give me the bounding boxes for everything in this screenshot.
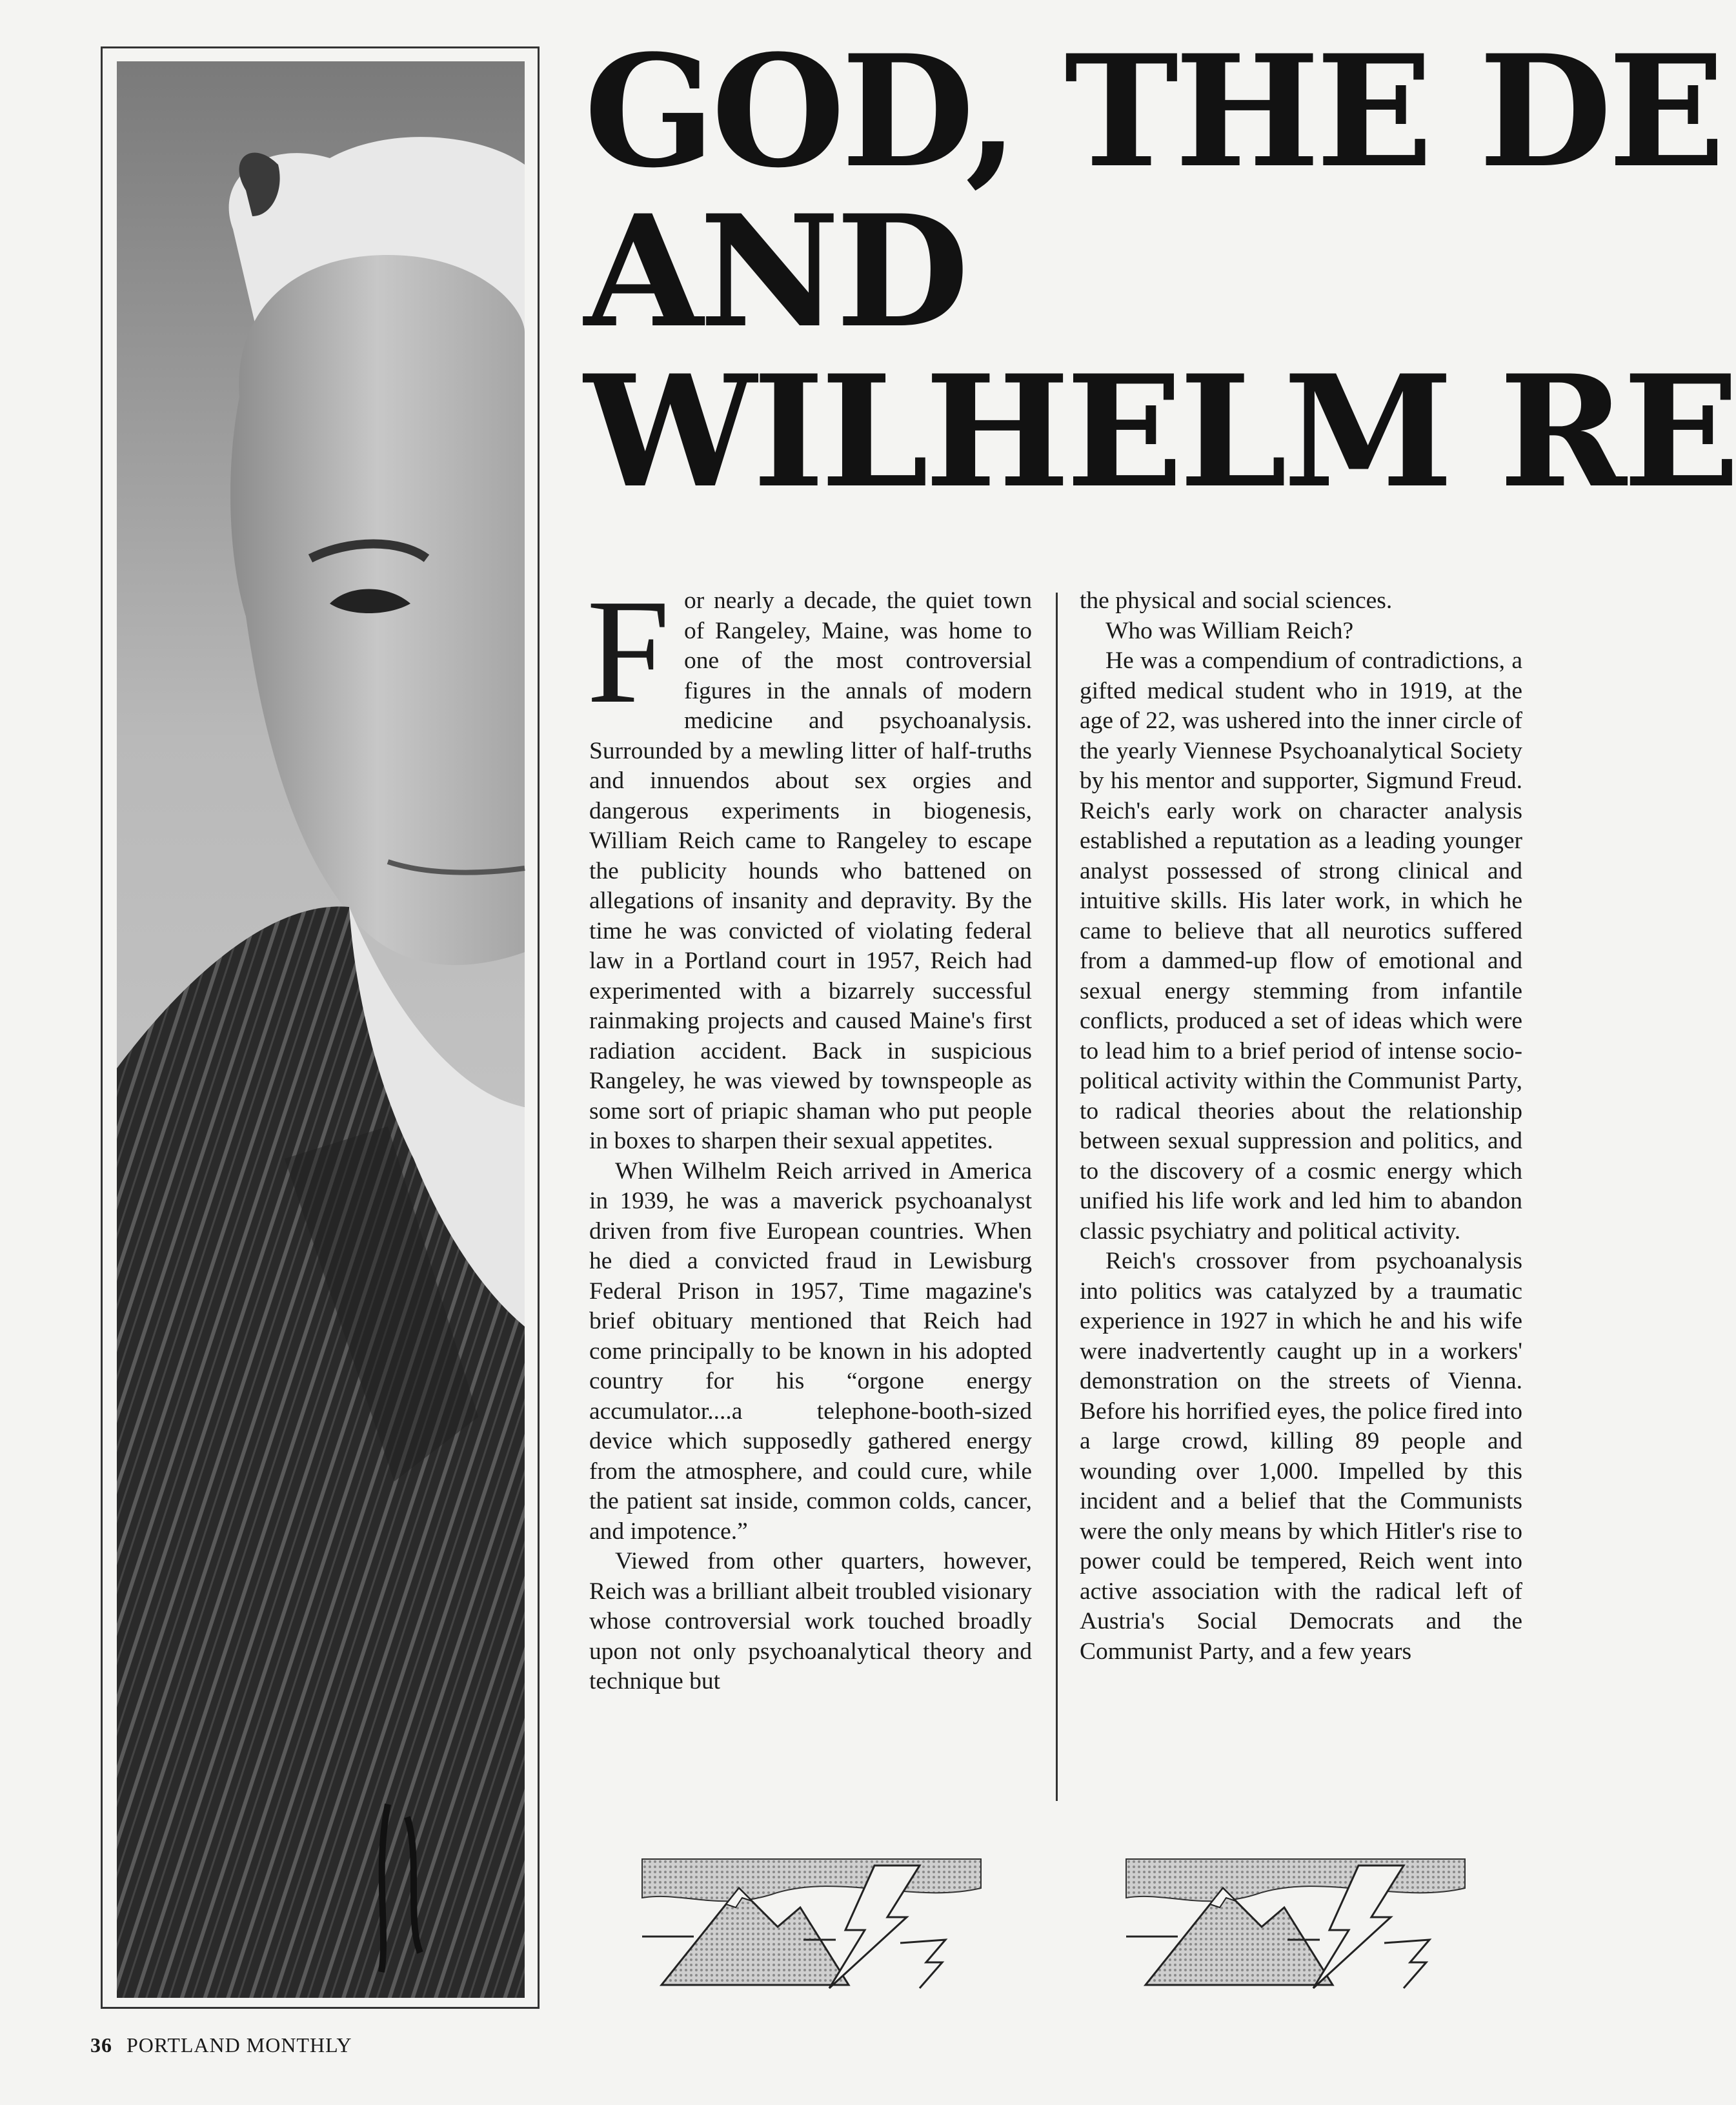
article-column-2 bbox=[1080, 586, 1522, 1813]
page-number: 36 bbox=[90, 2033, 112, 2057]
headline bbox=[584, 22, 1736, 529]
headline-line-2: AND bbox=[584, 182, 965, 362]
headline-line-1: GOD, THE DE bbox=[584, 22, 1722, 202]
page-footer bbox=[90, 2033, 352, 2057]
headline-line-3: WILHELM RE bbox=[584, 342, 1736, 522]
article-paragraph: When Wilhelm Reich arrived in America in 1939, he was a maverick psychoanalyst driven from five European countries. When he died a convicted fraud in Lewisburg Federal Prison in 1957, Time magazine's brief obituary mentioned that Reich had come principally to be known in his adopted country for his “orgone energy accumulator....a telephone-booth-sized device which supposedly gathered energy from the atmosphere, and could cure, while the patient sat inside, common colds, cancer, and impotence.” bbox=[589, 1157, 1032, 1545]
mountain-lightning-illustration bbox=[642, 1859, 981, 1991]
article-paragraph: Viewed from other quarters, however, Reich was a brilliant albeit troubled visionary whose controversial work touched broadly upon not only psychoanalytical theory and technique but bbox=[589, 1548, 1032, 1694]
drop-cap: F bbox=[587, 569, 671, 735]
article-paragraph bbox=[587, 569, 1032, 1157]
article-paragraph: Reich's crossover from psychoanalysis into politics was catalyzed by a traumatic experience in 1927 in which he and his wife were inadvertently caught up in a workers' demonstration on the streets of Vienna. Before his horrified eyes, the police fired into a large crowd, killing 89 people and wounding over 1,000. Impelled by this incident and a belief that the Communists were the only means by which Hitler's rise to power could be tempered, Reich went into active association with the radical left of Austria's Social Democrats and the Communist Party, and a few years bbox=[1080, 1248, 1522, 1665]
portrait-frame bbox=[101, 46, 540, 2009]
publication-name: PORTLAND MONTHLY bbox=[126, 2033, 352, 2057]
article-paragraph: the physical and social sciences. bbox=[1080, 587, 1393, 614]
column-rule bbox=[1056, 593, 1058, 1801]
article-paragraph: Who was William Reich? bbox=[1105, 617, 1354, 644]
mountain-lightning-illustration bbox=[1126, 1859, 1465, 1991]
portrait-photo bbox=[117, 61, 525, 1998]
article-paragraph: He was a compendium of contradictions, a gifted medical student who in 1919, at the age of 22, was ushered into the inner circle of the yearly Viennese Psychoanalytical Society by his mentor and supporter, Sigmund Freud. Reich's early work on character analysis established a reputation as a leading younger analyst possessed of strong clinical and intuitive skills. His later work, in which he came to believe that all neurotics suffered from a dammed-up flow of emotional and sexual energy stemming from infantile conflicts, produced a set of ideas which were to lead him to a brief period of intense socio-political activity within the Communist Party, to radical theories about the relationship between sexual suppression and politics, and to the discovery of a cosmic energy which unified his life work and led him to abandon classic psychiatry and political activity. bbox=[1080, 647, 1522, 1245]
paragraph-text: or nearly a decade, the quiet town of Rangeley, Maine, was home to one of the most controversial figures in the annals of modern medicine and psychoanalysis. Surrounded by a mewling litter of half-truths and innuendos about sex orgies and dangerous experiments in biogenesis, William Reich came to Rangeley to escape the publicity hounds who battened on allegations of insanity and depravity. By the time he was convicted of violating federal law in a Portland court in 1957, Reich had experimented with a bizarrely successful rainmaking projects and caused Maine's first radiation accident. Back in suspicious Rangeley, he was viewed by townspeople as some sort of priapic shaman who put people in boxes to sharpen their sexual appetites. bbox=[589, 587, 1032, 1154]
article-column-1 bbox=[587, 569, 1032, 1813]
